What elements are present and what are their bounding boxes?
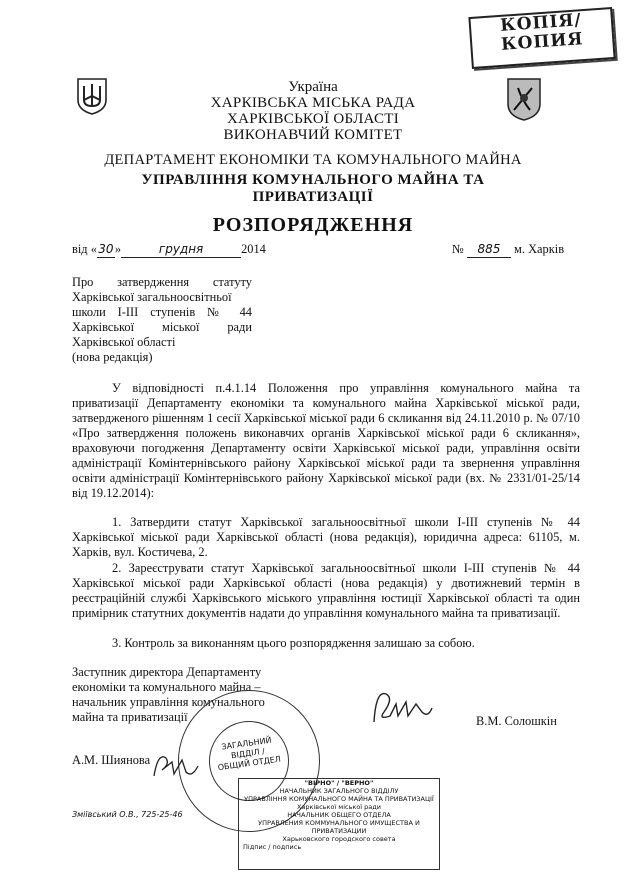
stamp-line: НАЧАЛЬНИК ЗАГАЛЬНОГО ВІДДІЛУ [279, 787, 399, 795]
header-office-line2: ПРИВАТИЗАЦІЇ [252, 189, 374, 205]
position-line: майна та приватизації [72, 710, 188, 724]
document-date [72, 242, 266, 258]
header-country: Україна [288, 79, 338, 95]
document-number [452, 242, 564, 258]
order-item-1: 1. Затвердити статут Харківської загальноосвітньої школи І-ІІІ ступенів № 44 Харківської міської ради Харківської області (нова редакція), юридична адреса: 61105, м. Харків, вул. Костичева, 2. [72, 515, 580, 559]
position-line: начальник управління комунального [72, 695, 265, 709]
subject-line: Харківської області [72, 335, 176, 349]
date-day: 30 [98, 242, 114, 256]
stamp-line: УПРАВЛЕНИЯ КОММУНАЛЬНОГО ИМУЩЕСТВА И ПРИВАТИЗАЦИИ [258, 819, 420, 835]
document-title: РОЗПОРЯДЖЕННЯ [212, 214, 414, 236]
stamp-line: Харківської міської ради [296, 803, 382, 811]
stamp-line: Підпис / подпись [243, 843, 302, 851]
date-month: грудня [121, 242, 241, 258]
executor-footer: Зміївський О.В., 725-25-46 [72, 810, 183, 819]
header-region: ХАРКІВСЬКОЇ ОБЛАСТІ [226, 111, 400, 127]
subject-line: Про затвердження статуту [72, 275, 252, 289]
subject-block [72, 275, 252, 365]
header-office-line1: УПРАВЛІННЯ КОМУНАЛЬНОГО МАЙНА ТА [141, 172, 485, 188]
stamp-line: Харьковского городского совета [282, 835, 396, 843]
header-department: ДЕПАРТАМЕНТ ЕКОНОМІКИ ТА КОМУНАЛЬНОГО МАЙНА [104, 152, 522, 168]
subject-line: (нова редакція) [72, 350, 153, 364]
number-prefix: № [452, 242, 464, 256]
number-city: м. Харків [514, 242, 565, 256]
certified-copy-stamp [238, 778, 440, 870]
subject-line: Харківської загальноосвітньої [72, 290, 232, 304]
signatory-name: В.М. Солошкін [476, 714, 557, 728]
copy-stamp-line1: КОПІЯ/ [499, 10, 583, 36]
date-mid: » [114, 242, 122, 256]
position-line: економіки та комунального майна – [72, 680, 261, 694]
subject-line: Харківської міської ради [72, 320, 252, 334]
round-stamp-text: ЗАГАЛЬНИЙ ВІДДІЛ / ОБЩИЙ ОТДЕЛ [217, 735, 282, 773]
order-item-3: 3. Контроль за виконанням цього розпорядження залишаю за собою. [112, 636, 475, 650]
copy-stamp-line2: КОПИЯ [500, 29, 585, 55]
executor-name: А.М. Шиянова [72, 753, 151, 767]
preamble-paragraph: У відповідності п.4.1.14 Положення про управління комунального майна та приватизації Департаменту економіки та комунального майна Харківської міської ради, затвердженого рішенням 1 сесії Харківської міської ради 6 скликання від 24.11.2010 р. № 07/10 «Про затвердження положень виконавчих органів Харківської міської ради 6 скликання», враховуючи погодження Департаменту освіти Харківської міської ради, управління освіти адміністрації Комінтернівського району Харківської міської ради та звернення управління освіти адміністрації Комінтернівського району Харківської міської ради (вх. № 2331/01-25/14 від 19.12.2014): [72, 381, 580, 500]
handwritten-signature [366, 682, 436, 732]
stamp-line: УПРАВЛІННЯ КОМУНАЛЬНОГО МАЙНА ТА ПРИВАТИЗАЦІЇ [244, 795, 434, 803]
copy-stamp [468, 7, 615, 69]
position-line: Заступник директора Департаменту [72, 665, 262, 679]
stamp-line: НАЧАЛЬНИК ОБЩЕГО ОТДЕЛА [287, 811, 391, 819]
stamp-line: "ВІРНО" / "ВЕРНО" [304, 779, 374, 787]
header-committee: ВИКОНАВЧИЙ КОМІТЕТ [223, 127, 403, 143]
order-item-2: 2. Зареєструвати статут Харківської загальноосвітньої школи І-ІІІ ступенів № 44 Харківської міської ради Харківської області (нова редакція) у двотижневий термін в реєстраційній службі Харківського міського управління юстиції Харківської області та один примірник статутних документів надати до управління комунального майна та приватизації. [72, 561, 580, 620]
header-council: ХАРКІВСЬКА МІСЬКА РАДА [210, 95, 416, 111]
executor-signature [150, 748, 200, 782]
date-year: 2014 [241, 242, 266, 256]
date-prefix: від « [72, 242, 97, 256]
number-value: 885 [467, 242, 511, 258]
subject-line: школи І-ІІІ ступенів № 44 [72, 305, 252, 319]
